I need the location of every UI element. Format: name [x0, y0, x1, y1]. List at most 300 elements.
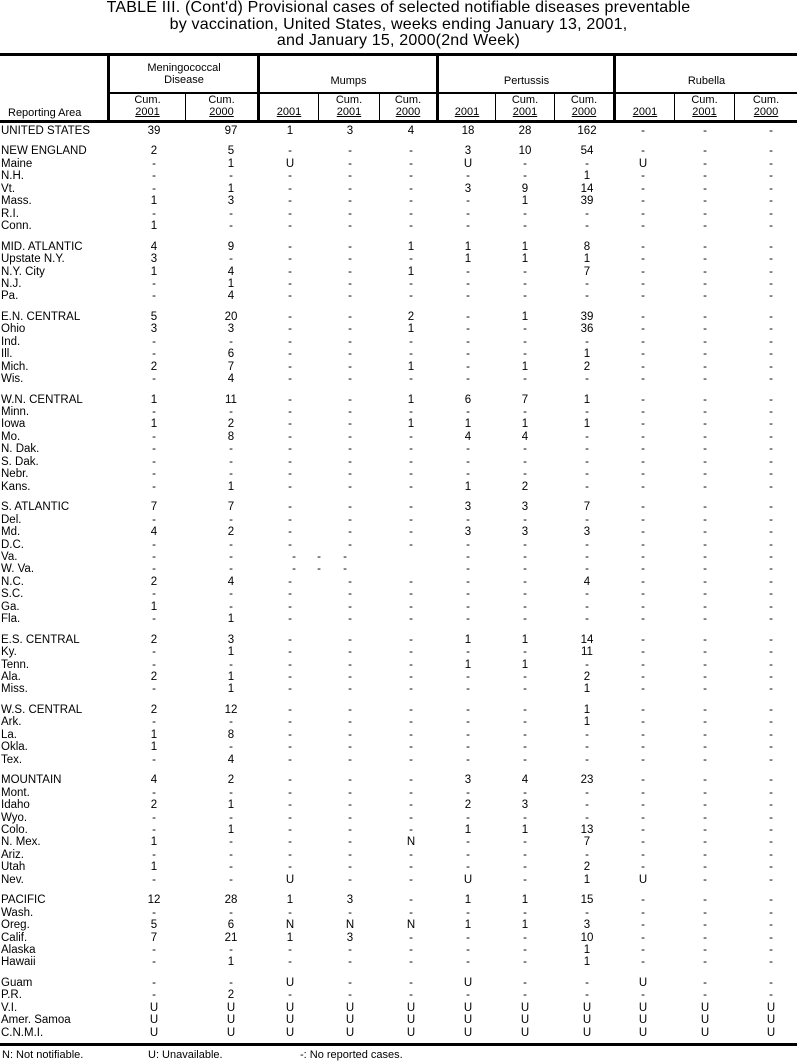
value-cell: -: [229, 513, 233, 526]
value-cell: -: [641, 741, 645, 754]
reporting-area-cell: Vt.: [1, 182, 16, 195]
value-cell: -: [152, 989, 156, 1002]
value-cell: 36: [580, 323, 594, 336]
value-cell: 3: [150, 253, 158, 266]
group-label: Pertussis: [503, 75, 550, 87]
value-cell: -: [288, 646, 292, 659]
reporting-area-cell: Ga.: [1, 600, 20, 613]
footnote-n: N: Not notifiable.: [2, 1049, 84, 1061]
value-cell: -: [641, 774, 645, 787]
value-cell: -: [641, 195, 645, 208]
value-cell: -: [641, 290, 645, 303]
value-cell: -: [585, 455, 589, 468]
value-cell: -: [409, 848, 413, 861]
value-cell: -: [288, 633, 292, 646]
value-cell: 1: [150, 600, 158, 613]
value-cell: -: [466, 728, 470, 741]
value-cell: 1: [583, 418, 591, 431]
value-cell: -: [769, 220, 773, 233]
value-cell: 1: [150, 195, 158, 208]
value-cell: 1: [150, 393, 158, 406]
value-cell: 1: [150, 418, 158, 431]
value-cell: U: [463, 1026, 473, 1039]
value-cell: -: [769, 393, 773, 406]
value-cell: -: [288, 658, 292, 671]
value-cell: 1: [464, 919, 472, 932]
table-row: [0, 125, 797, 138]
value-cell: -: [703, 873, 707, 886]
value-cell: -: [769, 360, 773, 373]
group-rubella: [616, 56, 797, 92]
reporting-area-cell: P.R.: [1, 989, 22, 1002]
value-cell: 14: [580, 182, 594, 195]
value-cell: -: [769, 501, 773, 514]
value-cell: -: [348, 220, 352, 233]
value-cell: -: [523, 976, 527, 989]
value-cell: -: [585, 468, 589, 481]
value-cell: -: [348, 774, 352, 787]
value-cell: -: [769, 253, 773, 266]
value-cell: -: [585, 443, 589, 456]
value-cell: -: [523, 290, 527, 303]
value-cell: -: [409, 613, 413, 626]
group-pertussis: [439, 56, 614, 92]
value-cell: -: [152, 455, 156, 468]
value-cell: -: [348, 157, 352, 170]
value-cell: 1: [583, 170, 591, 183]
value-cell: -: [466, 290, 470, 303]
reporting-area-cell: N.Y. City: [1, 265, 45, 278]
table-header: [0, 56, 797, 120]
value-cell: -: [229, 468, 233, 481]
value-cell: -: [641, 455, 645, 468]
value-cell: -: [523, 600, 527, 613]
value-cell: -: [466, 906, 470, 919]
value-cell: -: [641, 418, 645, 431]
value-cell: -: [641, 646, 645, 659]
value-cell: 7: [583, 501, 591, 514]
table-row: [0, 373, 797, 386]
value-cell: -: [769, 919, 773, 932]
value-cell: 1: [521, 240, 529, 253]
value-cell: U: [638, 873, 648, 886]
title-line-3: and January 15, 2000(2nd Week): [276, 32, 521, 49]
value-cell: -: [466, 753, 470, 766]
value-cell: U: [345, 1026, 355, 1039]
value-cell: 1: [521, 418, 529, 431]
value-cell: -: [409, 728, 413, 741]
value-cell: 1: [407, 323, 415, 336]
value-cell: 8: [583, 240, 591, 253]
value-cell: N: [345, 919, 355, 932]
value-cell: -: [769, 683, 773, 696]
value-cell: -: [409, 703, 413, 716]
value-cell: -: [348, 811, 352, 824]
value-cell: 54: [580, 145, 594, 158]
reporting-area-cell: Colo.: [1, 823, 28, 836]
value-cell: -: [641, 501, 645, 514]
value-cell: -: [769, 125, 773, 137]
value-cell: -: [466, 323, 470, 336]
value-cell: -: [288, 455, 292, 468]
value-cell: -: [152, 157, 156, 170]
value-cell: -: [466, 538, 470, 551]
value-cell: U: [766, 1026, 776, 1039]
table-row: [0, 989, 797, 1002]
value-cell: -: [229, 873, 233, 886]
value-cell: -: [769, 348, 773, 361]
table-row: [0, 729, 797, 742]
value-cell: -: [152, 348, 156, 361]
value-cell: U: [582, 1026, 592, 1039]
value-cell: -: [348, 848, 352, 861]
value-cell: -: [703, 265, 707, 278]
value-cell: -: [523, 563, 527, 576]
value-cell: -: [348, 716, 352, 729]
table-row: [0, 894, 797, 907]
value-cell: -: [229, 976, 233, 989]
value-cell: 1: [407, 265, 415, 278]
value-cell: -: [348, 310, 352, 323]
value-cell: -: [409, 811, 413, 824]
value-cell: -: [769, 976, 773, 989]
value-cell: -: [288, 728, 292, 741]
col-header-line: [616, 94, 674, 106]
value-cell: 3: [346, 894, 354, 907]
value-cell: 2: [150, 671, 158, 683]
value-cell: -: [317, 563, 321, 576]
value-cell: -: [585, 220, 589, 233]
reporting-area-cell: Oreg.: [1, 919, 30, 932]
value-cell: -: [703, 406, 707, 418]
table-row: [0, 418, 797, 431]
value-cell: -: [769, 406, 773, 418]
reporting-area-cell: Hawaii: [1, 956, 36, 969]
value-cell: -: [703, 836, 707, 849]
value-cell: 1: [407, 240, 415, 253]
value-cell: -: [703, 207, 707, 220]
value-cell: -: [348, 265, 352, 278]
value-cell: -: [409, 600, 413, 613]
value-cell: -: [641, 563, 645, 576]
value-cell: -: [641, 373, 645, 386]
value-cell: -: [523, 575, 527, 588]
value-cell: -: [348, 741, 352, 754]
value-cell: 1: [227, 480, 235, 493]
value-cell: -: [466, 646, 470, 659]
value-cell: U: [700, 1001, 710, 1014]
reporting-area-cell: V.I.: [1, 1001, 18, 1014]
reporting-area-cell: Fla.: [1, 613, 21, 626]
value-cell: -: [152, 373, 156, 386]
value-cell: -: [769, 526, 773, 539]
col-header: [439, 94, 495, 120]
value-cell: -: [523, 373, 527, 386]
value-cell: -: [523, 406, 527, 418]
value-cell: 14: [580, 633, 594, 646]
value-cell: 3: [464, 501, 472, 514]
value-cell: -: [769, 563, 773, 576]
value-cell: -: [343, 550, 347, 563]
reporting-area-cell: PACIFIC: [1, 894, 46, 907]
value-cell: -: [769, 335, 773, 348]
table-row: [0, 220, 797, 233]
value-cell: -: [641, 716, 645, 729]
value-cell: -: [769, 373, 773, 386]
table-row: [0, 1002, 797, 1015]
table-row: [0, 290, 797, 303]
reporting-area-cell: Ky.: [1, 646, 17, 659]
value-cell: 3: [521, 799, 529, 812]
col-header: [110, 94, 185, 120]
reporting-area-cell: Ala.: [1, 671, 21, 683]
col-header-line: 2000: [571, 106, 597, 118]
value-cell: -: [409, 774, 413, 787]
value-cell: 1: [521, 253, 529, 266]
table-row: [0, 539, 797, 552]
value-cell: -: [769, 588, 773, 601]
value-cell: -: [229, 848, 233, 861]
value-cell: -: [641, 443, 645, 456]
value-cell: -: [409, 406, 413, 418]
value-cell: -: [229, 600, 233, 613]
col-header: [496, 94, 554, 120]
value-cell: -: [585, 989, 589, 1002]
value-cell: -: [348, 207, 352, 220]
value-cell: -: [229, 786, 233, 799]
value-cell: -: [229, 253, 233, 266]
value-cell: -: [769, 600, 773, 613]
value-cell: -: [703, 323, 707, 336]
value-cell: -: [523, 588, 527, 601]
value-cell: -: [769, 418, 773, 431]
value-cell: U: [638, 1001, 648, 1014]
value-cell: -: [769, 170, 773, 183]
value-cell: -: [229, 811, 233, 824]
value-cell: -: [703, 277, 707, 290]
value-cell: -: [641, 703, 645, 716]
col-header: [186, 94, 257, 120]
reporting-area-cell: Ariz.: [1, 848, 24, 861]
value-cell: 18: [461, 125, 475, 137]
value-cell: -: [409, 989, 413, 1002]
value-cell: -: [769, 310, 773, 323]
value-cell: -: [466, 455, 470, 468]
title-line-2: by vaccination, United States, weeks ending January 13, 2001,: [169, 15, 628, 33]
reporting-area-cell: S. ATLANTIC: [1, 501, 70, 514]
value-cell: U: [463, 976, 473, 989]
value-cell: -: [288, 956, 292, 969]
value-cell: -: [703, 538, 707, 551]
reporting-area-cell: Okla.: [1, 741, 28, 754]
value-cell: -: [703, 443, 707, 456]
value-cell: -: [348, 253, 352, 266]
value-cell: -: [348, 600, 352, 613]
value-cell: -: [466, 989, 470, 1002]
value-cell: 1: [227, 646, 235, 659]
value-cell: -: [348, 671, 352, 683]
value-cell: -: [769, 430, 773, 443]
value-cell: -: [703, 182, 707, 195]
value-cell: 1: [583, 956, 591, 969]
value-cell: 7: [227, 501, 235, 514]
value-cell: -: [585, 613, 589, 626]
value-cell: -: [641, 513, 645, 526]
value-cell: -: [152, 658, 156, 671]
value-cell: -: [703, 360, 707, 373]
value-cell: -: [288, 393, 292, 406]
reporting-area-cell: Wyo.: [1, 811, 28, 824]
value-cell: -: [585, 207, 589, 220]
reporting-area-header: Reporting Area: [8, 107, 82, 119]
value-cell: -: [348, 823, 352, 836]
value-cell: -: [229, 588, 233, 601]
value-cell: U: [463, 873, 473, 886]
col-header-line: 2001: [336, 106, 362, 118]
value-cell: 3: [227, 195, 235, 208]
value-cell: -: [288, 526, 292, 539]
value-cell: -: [585, 786, 589, 799]
value-cell: -: [348, 290, 352, 303]
col-header-line: Cum.: [511, 94, 539, 106]
value-cell: -: [523, 613, 527, 626]
value-cell: -: [229, 207, 233, 220]
value-cell: -: [703, 823, 707, 836]
value-cell: 2: [150, 633, 158, 646]
value-cell: -: [229, 220, 233, 233]
value-cell: -: [769, 277, 773, 290]
group-mumps: [260, 56, 437, 92]
value-cell: -: [523, 646, 527, 659]
reporting-area-cell: S. Dak.: [1, 455, 39, 468]
value-cell: -: [703, 220, 707, 233]
value-cell: -: [409, 145, 413, 158]
value-cell: -: [288, 741, 292, 754]
reporting-area-cell: Miss.: [1, 683, 28, 696]
value-cell: 1: [150, 836, 158, 849]
value-cell: -: [466, 468, 470, 481]
table-row: [0, 253, 797, 266]
value-cell: -: [703, 588, 707, 601]
value-cell: 4: [227, 290, 235, 303]
reporting-area-cell: Utah: [1, 861, 26, 874]
value-cell: -: [409, 290, 413, 303]
value-cell: -: [769, 323, 773, 336]
value-cell: -: [703, 728, 707, 741]
value-cell: -: [585, 277, 589, 290]
value-cell: 6: [227, 919, 235, 932]
value-cell: -: [466, 703, 470, 716]
table-row: [0, 468, 797, 481]
value-cell: -: [641, 799, 645, 812]
table-row: [0, 716, 797, 729]
table-row: [0, 170, 797, 183]
value-cell: 1: [464, 633, 472, 646]
value-cell: U: [582, 1001, 592, 1014]
value-cell: -: [703, 501, 707, 514]
value-cell: -: [348, 348, 352, 361]
value-cell: 2: [583, 360, 591, 373]
value-cell: -: [229, 906, 233, 919]
value-cell: 4: [227, 373, 235, 386]
reporting-area-cell: N. Mex.: [1, 836, 41, 849]
value-cell: 1: [227, 613, 235, 626]
value-cell: -: [288, 240, 292, 253]
reporting-area-cell: Idaho: [1, 799, 30, 812]
value-cell: 4: [150, 240, 158, 253]
value-cell: 1: [407, 418, 415, 431]
reporting-area-cell: Iowa: [1, 418, 26, 431]
value-cell: -: [769, 145, 773, 158]
value-cell: -: [288, 671, 292, 683]
value-cell: -: [229, 741, 233, 754]
value-cell: U: [226, 1026, 236, 1039]
value-cell: -: [585, 906, 589, 919]
value-cell: -: [703, 671, 707, 683]
value-cell: -: [523, 989, 527, 1002]
value-cell: -: [585, 563, 589, 576]
value-cell: 1: [407, 393, 415, 406]
value-cell: -: [703, 811, 707, 824]
header-rule: [0, 120, 797, 123]
value-cell: U: [520, 1026, 530, 1039]
value-cell: -: [769, 931, 773, 944]
value-cell: -: [769, 633, 773, 646]
value-cell: -: [348, 455, 352, 468]
value-cell: 23: [580, 774, 594, 787]
value-cell: 1: [464, 253, 472, 266]
value-cell: -: [466, 956, 470, 969]
value-cell: -: [703, 799, 707, 812]
value-cell: -: [409, 683, 413, 696]
value-cell: -: [703, 195, 707, 208]
value-cell: -: [409, 170, 413, 183]
value-cell: 2: [150, 799, 158, 812]
value-cell: -: [288, 360, 292, 373]
value-cell: 21: [224, 931, 238, 944]
table-row: [0, 361, 797, 374]
value-cell: -: [641, 836, 645, 849]
value-cell: -: [288, 703, 292, 716]
value-cell: -: [288, 430, 292, 443]
value-cell: -: [523, 873, 527, 886]
value-cell: -: [641, 277, 645, 290]
value-cell: -: [523, 836, 527, 849]
value-cell: -: [409, 157, 413, 170]
reporting-area-cell: Pa.: [1, 290, 19, 303]
group-label: Rubella: [687, 75, 726, 87]
value-cell: 3: [583, 919, 591, 932]
value-cell: -: [152, 538, 156, 551]
reporting-area-cell: Guam: [1, 976, 33, 989]
value-cell: -: [348, 182, 352, 195]
value-cell: -: [466, 588, 470, 601]
col-header-line: Cum.: [335, 94, 363, 106]
value-cell: 1: [583, 683, 591, 696]
value-cell: -: [229, 658, 233, 671]
reporting-area-cell: C.N.M.I.: [1, 1026, 44, 1039]
value-cell: -: [409, 501, 413, 514]
value-cell: 2: [583, 671, 591, 683]
value-cell: 3: [150, 323, 158, 336]
value-cell: -: [152, 290, 156, 303]
value-cell: 8: [227, 728, 235, 741]
value-cell: U: [226, 1001, 236, 1014]
value-cell: U: [638, 1026, 648, 1039]
table-row: [0, 861, 797, 874]
reporting-area-cell: N. Dak.: [1, 443, 40, 456]
value-cell: -: [409, 799, 413, 812]
